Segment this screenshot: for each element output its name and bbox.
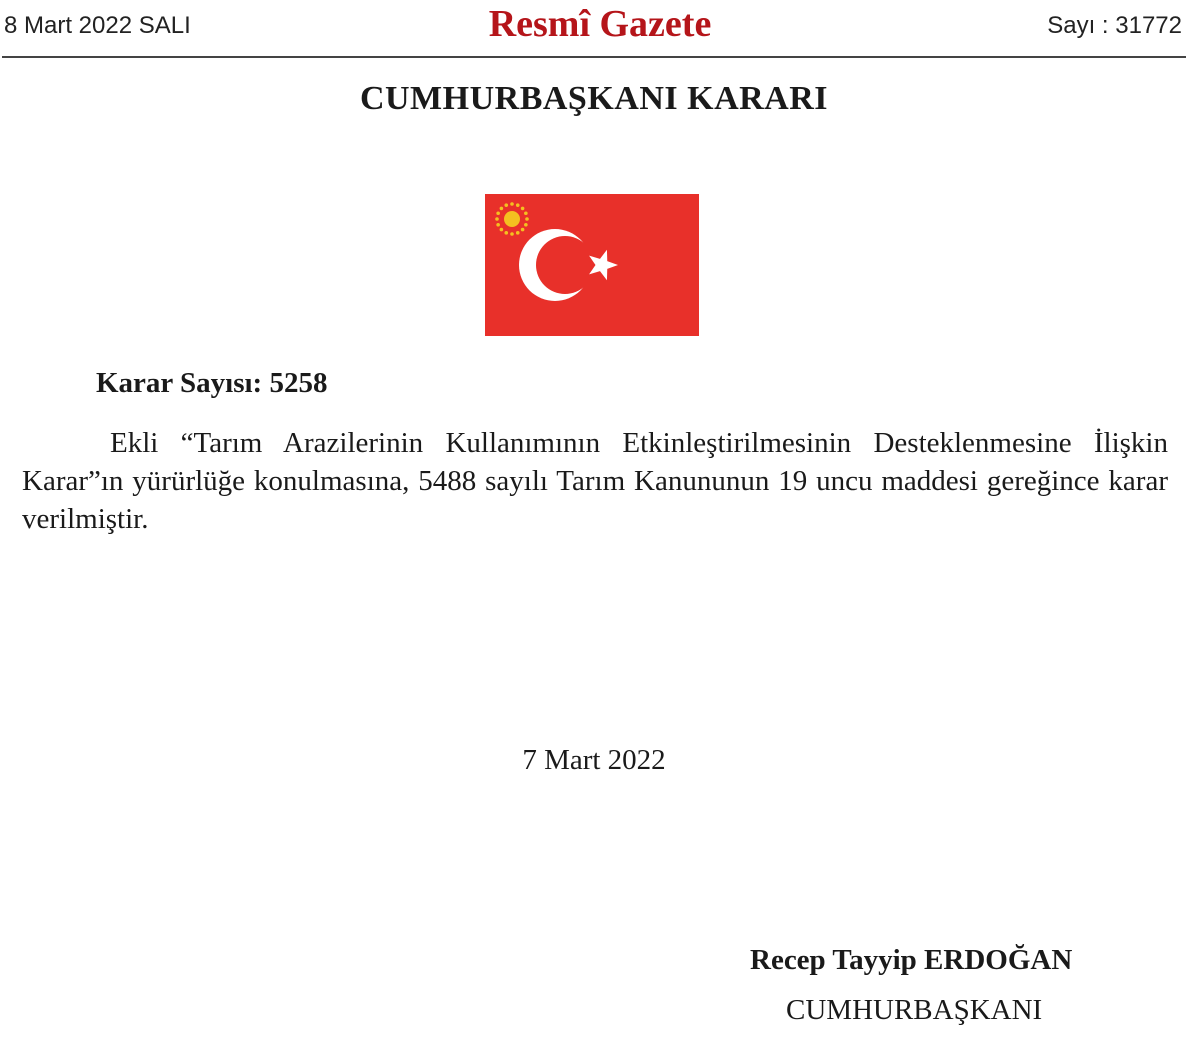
presidential-flag-icon	[485, 194, 699, 336]
decision-number: Karar Sayısı: 5258	[96, 367, 328, 399]
decree-heading: CUMHURBAŞKANI KARARI	[359, 80, 829, 117]
header-divider	[2, 56, 1186, 58]
signatory-name: Recep Tayyip ERDOĞAN	[750, 944, 1073, 976]
signing-date: 7 Mart 2022	[522, 744, 666, 776]
publication-date: 8 Mart 2022 SALI	[4, 12, 191, 39]
issue-number: Sayı : 31772	[1047, 12, 1182, 39]
signatory-title: CUMHURBAŞKANI	[786, 994, 1043, 1026]
gazette-header	[0, 0, 1200, 58]
decree-body-text: Ekli “Tarım Arazilerinin Kullanımının Etkinleştirilmesinin Desteklenmesine İlişkin Karar”ın yürürlüğe konulmasına, 5488 sayılı Tarım Kanununun 19 uncu maddesi gereğince karar verilmiştir.	[22, 427, 1168, 535]
gazette-title: Resmî Gazete	[488, 3, 712, 45]
